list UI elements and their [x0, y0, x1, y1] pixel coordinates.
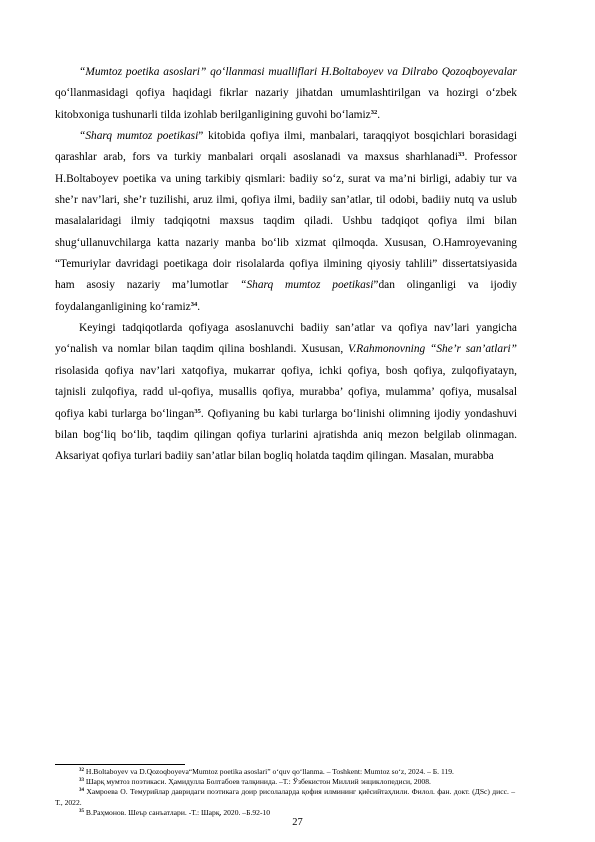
- main-text: [55, 62, 517, 468]
- footnote-number: 32: [79, 768, 84, 773]
- footnote-number: 33: [79, 778, 84, 784]
- footnote-text: Хамроева О. Темурийлар давридаги поэтикага доир рисолаларда қофия илмининг қиёсийтаҳлили. Филол. фан. докт. (ДSc) дисс. – Т., 2022.: [55, 787, 515, 807]
- text-run: .: [377, 108, 381, 121]
- footnote-text: В.Раҳмонов. Шеър санъатлари. -Т.: Шарқ, 2020. –Б.92-10: [84, 807, 271, 817]
- text-run: ”dan olinganligi va ijodiy foydalanganligining ko‘ramiz: [55, 279, 517, 313]
- italic-text: “Sharq mumtoz poetikasi: [240, 279, 374, 292]
- italic-text: “Mumtoz poetika asoslari” qo‘llanmasi mualliflari H.Boltaboyev va Dilrabo Qozoqboyevalar: [79, 66, 517, 78]
- footnote-separator: [55, 764, 185, 765]
- text-run: Keyingi tadqiqotlarda qofiyaga asoslanuvchi badiiy san’atlar va qofiya nav’lari yangicha yo‘nalish va nomlar bilan taqdim qilina boshlandi. Xususan,: [55, 322, 517, 356]
- text-run: . Professor H.Boltaboyev poetika va uning tarkibiy qismlari: badiiy so‘z, surat va ma’ni birligi, adabiy tur va she’r nav’lari, she’r tuzilishi, aruz ilmi, qofiya ilmi, badiiy san’atlar, til odobi, badiiy nutq va uslub masalalaridagi ilmiy tadqiqotni maxsus taqdim qiladi. Ushbu tadqiqot qofiya ilmi bilan shug‘ullanuvchilarga katta nazariy manba bo‘lib xizmat qilmoqda. Xususan, O.Hamroyevaning “Temuriylar davridagi poetikaga doir risolalarda qofiya ilmining qiyosiy tahlili” dissertatsiyasida ham asosiy nazariy ma’lumotlar: [55, 151, 517, 292]
- footnote-ref: 33: [458, 151, 465, 159]
- italic-text: “Sharq mumtoz poetikasi: [79, 130, 199, 143]
- text-run: risolasida qofiya nav’lari xatqofiya, mukarrar qofiya, ichki qofiya, bosh qofiya, zulqofiyatayn, tajnisli zulqofiya, radd ul-qofiya, musallis qofiya, murabba’ qofiya, mulamma’ qofiya, musalsal qofiya kabi turlarga bo‘lingan: [55, 364, 517, 420]
- page-number: 27: [292, 817, 303, 828]
- footnote-number: 35: [79, 808, 84, 814]
- footnote-34: [55, 787, 515, 807]
- text-run: qo‘llanmasidagi qofiya haqidagi fikrlar nazariy jihatdan umumlashtirilgan va hozirgi o‘zbek kitobxoniga tushunarli tilda izohlab berilganligining guvohi bo‘lamiz: [55, 87, 517, 121]
- footnotes: [55, 767, 515, 818]
- text-run: .: [197, 300, 201, 313]
- footnote-ref: 35: [194, 407, 201, 415]
- footnote-number: 34: [79, 788, 84, 794]
- footnote-32: [55, 767, 515, 777]
- text-run: . Qofiyaning bu kabi turlarga bo‘linishi olimning ijodiy yondashuvi bilan bog‘liq bo‘lib, taqdim qilingan qofiya turlarini ajratishda aniq mezon belgilab olinmagan. Aksariyat qofiya turlari badiiy san’atlar bilan bogliq holatda taqdim qilingan. Masalan, murabba: [55, 407, 517, 463]
- footnote-text: Шарқ мумтоз поэтикаси. Ҳамидулла Болтабоев талқинида. –Т.: Ўзбекистон Миллий энциклопедиси, 2008.: [84, 777, 431, 787]
- footnote-33: [55, 777, 515, 787]
- paragraph-3: [55, 318, 517, 467]
- text-run: ” kitobida qofiya ilmi, manbalari, taraqqiyot bosqichlari borasidagi qarashlar arab, fors va turkiy manbalari orqali asoslanadi va maxsus sharhlanadi: [55, 130, 517, 164]
- paragraph-1: [55, 62, 517, 126]
- footnote-text: H.Boltaboyev va D.Qozoqboyeva“Mumtoz poetika asoslari” o‘quv qo‘llanma. – Toshkent: Mumtoz so‘z, 2024. – Б. 119.: [84, 767, 454, 776]
- paragraph-2: [55, 126, 517, 318]
- footnote-ref: 32: [370, 108, 378, 116]
- italic-text: V.Rahmonovning “She’r san’atlari”: [347, 343, 518, 356]
- footnote-ref: 34: [190, 300, 198, 308]
